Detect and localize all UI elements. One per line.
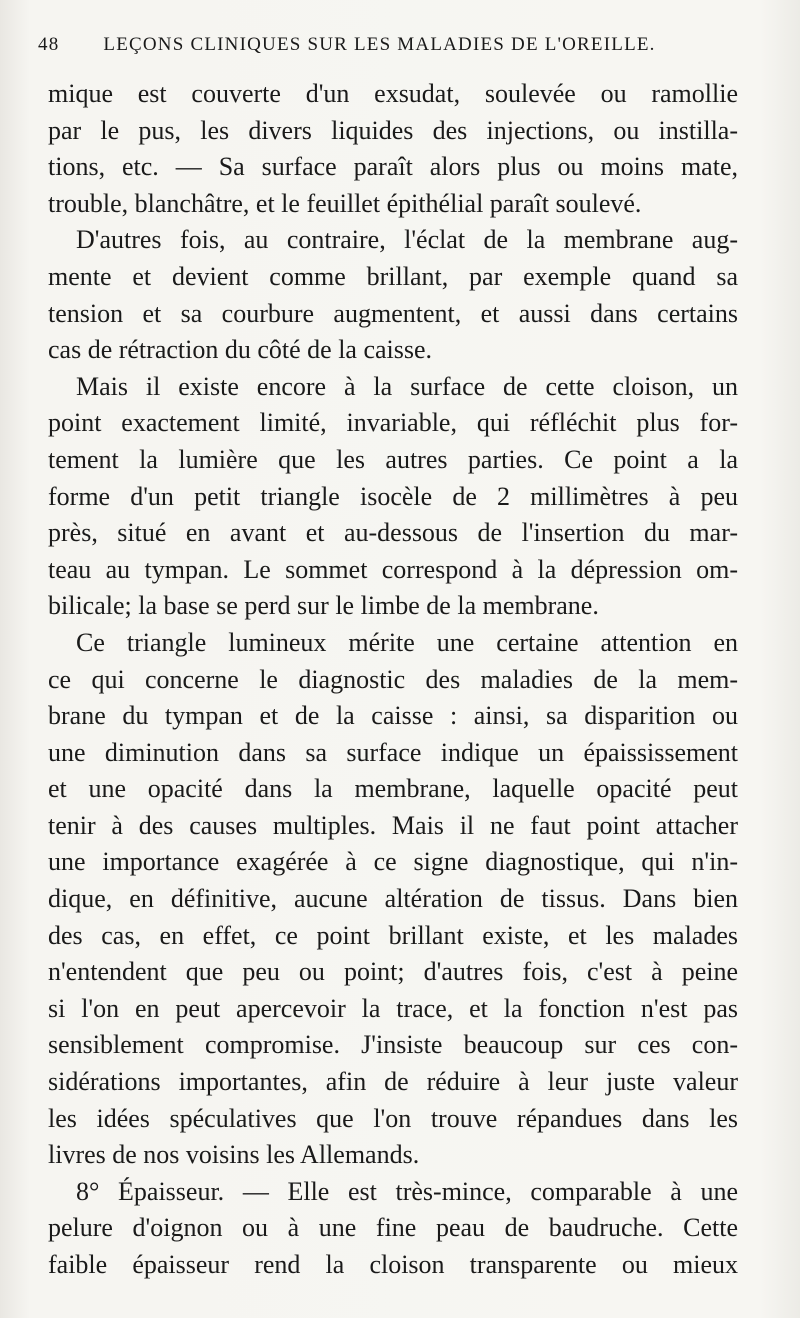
text-line: bilicale; la base se perd sur le limbe de la membrane. [48,591,599,621]
text-line: 8° Épaisseur. — Elle est très-mince, comparable à une [76,1176,738,1206]
text-line: Mais il existe encore à la surface de cette cloison, un [76,371,738,401]
text-line: D'autres fois, au contraire, l'éclat de la membrane aug- [76,225,738,255]
text-line: une importance exagérée à ce signe diagnostique, qui n'in- [48,847,738,877]
text-line: pelure d'oignon ou à une fine peau de baudruche. Cette [48,1213,738,1243]
text-line: tenir à des causes multiples. Mais il ne faut point attacher [48,810,738,840]
text-line: dique, en définitive, aucune altération de tissus. Dans bien [48,884,738,914]
running-title: LEÇONS CLINIQUES SUR LES MALADIES DE L'OREILLE. [103,34,656,55]
text-line: tement la lumière que les autres parties. Ce point a la [48,444,738,474]
text-line: près, situé en avant et au-dessous de l'insertion du mar- [48,518,738,548]
page-number: 48 [38,34,60,55]
text-line: si l'on en peut apercevoir la trace, et la fonction n'est pas [48,993,738,1023]
text-line: cas de rétraction du côté de la caisse. [48,335,433,365]
text-line: trouble, blanchâtre, et le feuillet épithélial paraît soulevé. [48,188,642,218]
body-text [48,76,738,1284]
text-line: point exactement limité, invariable, qui réfléchit plus for- [48,408,738,438]
text-line: une diminution dans sa surface indique un épaississement [48,737,738,767]
text-line: forme d'un petit triangle isocèle de 2 millimètres à peu [48,481,738,511]
text-line: livres de nos voisins les Allemands. [48,1140,420,1170]
text-line: brane du tympan et de la caisse : ainsi, sa disparition ou [48,701,738,731]
text-line: des cas, en effet, ce point brillant existe, et les malades [48,920,738,950]
text-line: tions, etc. — Sa surface paraît alors plus ou moins mate, [48,152,738,182]
text-line: par le pus, les divers liquides des injections, ou instilla- [48,115,738,145]
text-line: n'entendent que peu ou point; d'autres fois, c'est à peine [48,957,738,987]
text-line: mique est couverte d'un exsudat, soulevée ou ramollie [48,79,738,108]
text-line: faible épaisseur rend la cloison transparente ou mieux [48,1250,738,1279]
text-line: tension et sa courbure augmentent, et aussi dans certains [48,298,738,328]
text-line: teau au tympan. Le sommet correspond à la dépression om- [48,554,738,584]
running-header [38,34,740,56]
text-line: et une opacité dans la membrane, laquelle opacité peut [48,774,738,804]
text-line: les idées spéculatives que l'on trouve répandues dans les [48,1103,738,1133]
text-line: Ce triangle lumineux mérite une certaine attention en [76,627,738,657]
text-line: sidérations importantes, afin de réduire à leur juste valeur [48,1067,738,1097]
text-line: mente et devient comme brillant, par exemple quand sa [48,261,738,291]
text-line: ce qui concerne le diagnostic des maladies de la mem- [48,664,738,694]
text-line: sensiblement compromise. J'insiste beaucoup sur ces con- [48,1030,738,1060]
